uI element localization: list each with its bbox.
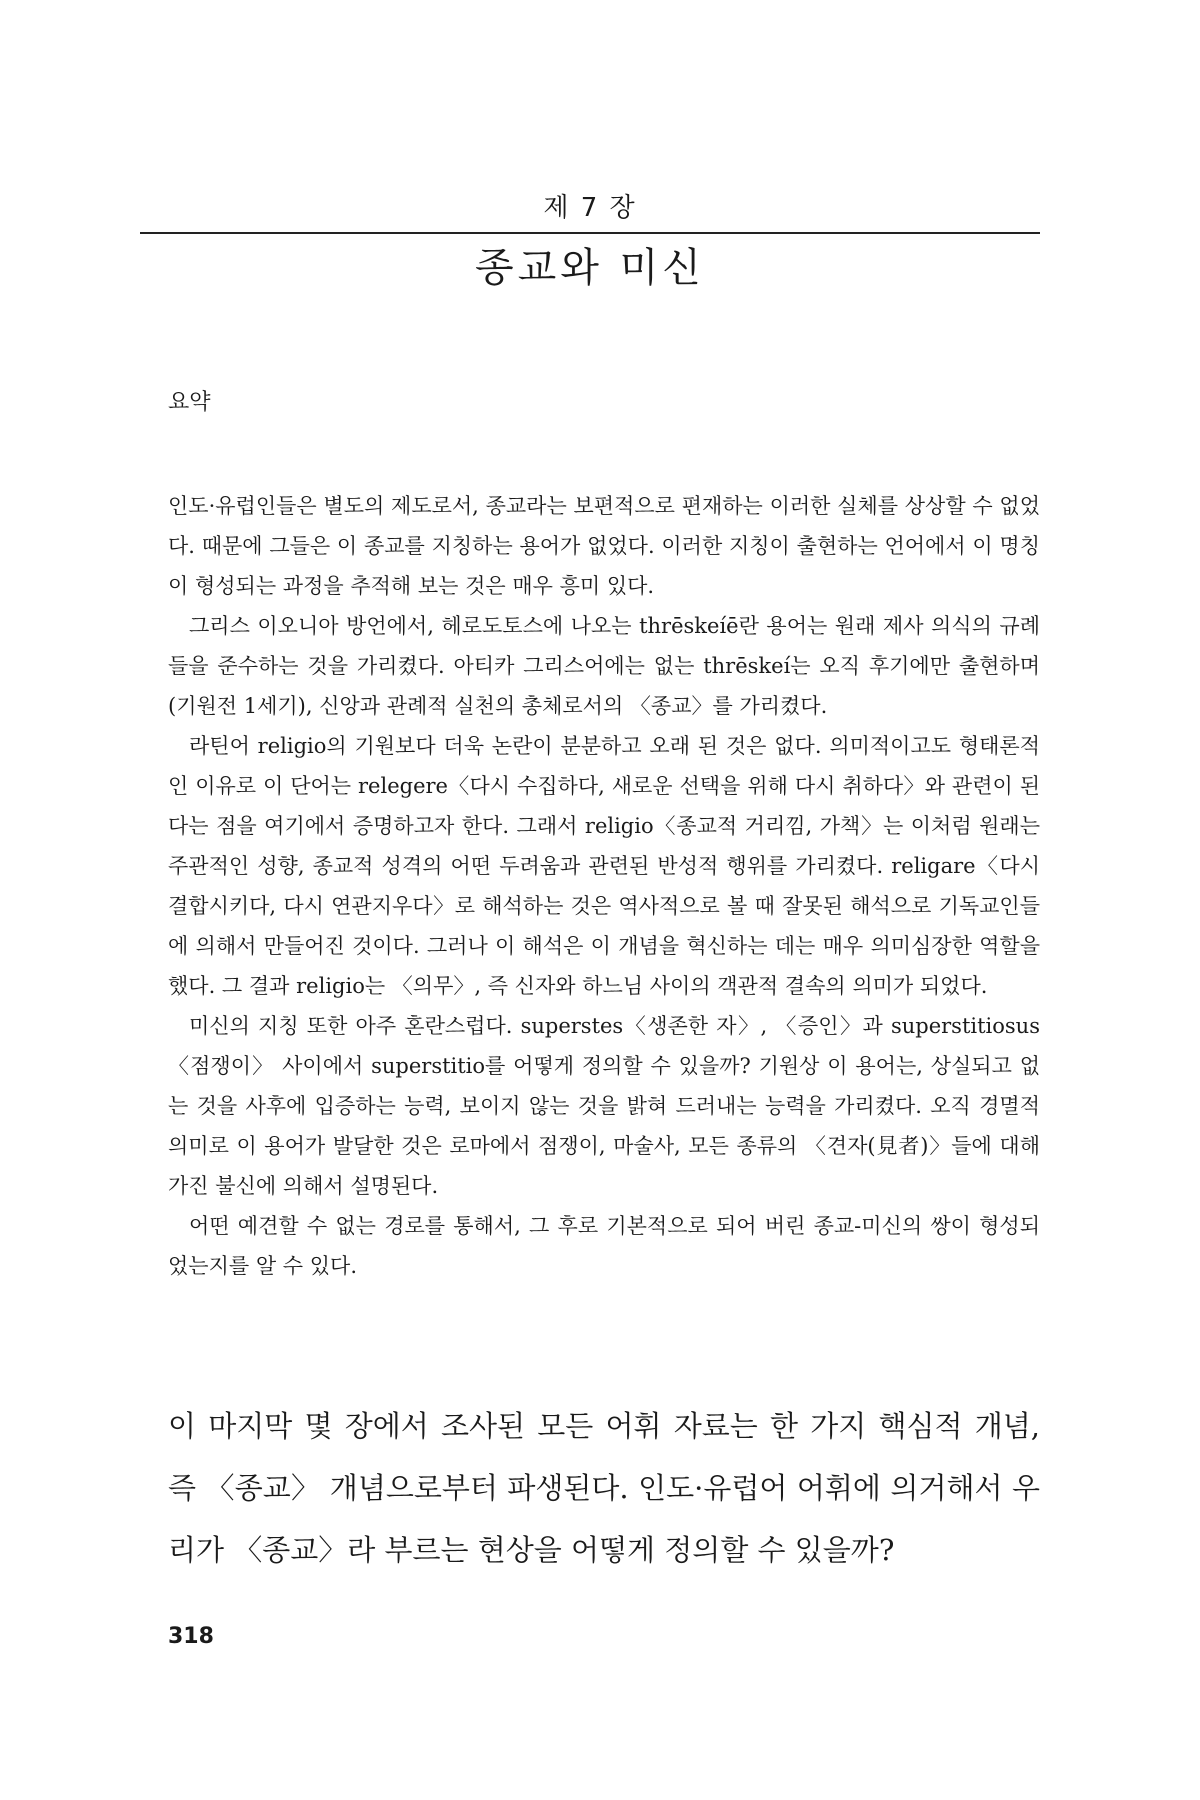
summary-body <box>168 486 1040 1286</box>
summary-paragraph: 미신의 지칭 또한 아주 혼란스럽다. superstes〈생존한 자〉, 〈증인〉과 superstitiosus〈점쟁이〉 사이에서 superstitio를 어떻게 정의할 수 있을까? 기원상 이 용어는, 상실되고 없는 것을 사후에 입증하는 능력, 보이지 않는 것을 밝혀 드러내는 능력을 가리켰다. 오직 경멸적 의미로 이 용어가 발달한 것은 로마에서 점쟁이, 마술사, 모든 종류의 〈견자(見者)〉들에 대해 가진 불신에 의해서 설명된다. <box>168 1014 1040 1198</box>
summary-paragraph: 라틴어 religio의 기원보다 더욱 논란이 분분하고 오래 된 것은 없다. 의미적이고도 형태론적인 이유로 이 단어는 relegere〈다시 수집하다, 새로운 선택을 위해 다시 취하다〉와 관련이 된다는 점을 여기에서 증명하고자 한다. 그래서 religio〈종교적 거리낌, 가책〉는 이처럼 원래는 주관적인 성향, 종교적 성격의 어떤 두려움과 관련된 반성적 행위를 가리켰다. religare〈다시 결합시키다, 다시 연관지우다〉로 해석하는 것은 역사적으로 볼 때 잘못된 해석으로 기독교인들에 의해서 만들어진 것이다. 그러나 이 해석은 이 개념을 혁신하는 데는 매우 의미심장한 역할을 했다. 그 결과 religio는 〈의무〉, 즉 신자와 하느님 사이의 객관적 결속의 의미가 되었다. <box>168 734 1040 998</box>
lead-paragraph: 이 마지막 몇 장에서 조사된 모든 어휘 자료는 한 가지 핵심적 개념, 즉 〈종교〉 개념으로부터 파생된다. 인도·유럽어 어휘에 의거해서 우리가 〈종교〉라 부르는 현상을 어떻게 정의할 수 있을까? <box>168 1409 1040 1567</box>
chapter-divider <box>140 232 1040 234</box>
chapter-lead <box>168 1395 1040 1581</box>
summary-paragraph: 인도·유럽인들은 별도의 제도로서, 종교라는 보편적으로 편재하는 이러한 실체를 상상할 수 없었다. 때문에 그들은 이 종교를 지칭하는 용어가 없었다. 이러한 지칭이 출현하는 언어에서 이 명칭이 형성되는 과정을 추적해 보는 것은 매우 흥미 있다. <box>168 494 1040 598</box>
chapter-title: 종교와 미신 <box>475 245 705 291</box>
chapter-number: 제 7 장 <box>543 193 637 223</box>
summary-heading: 요약 <box>168 390 211 415</box>
summary-paragraph: 그리스 이오니아 방언에서, 헤로도토스에 나오는 thrēskeíē란 용어는 원래 제사 의식의 규례들을 준수하는 것을 가리켰다. 아티카 그리스어에는 없는 thrēskeí는 오직 후기에만 출현하며(기원전 1세기), 신앙과 관례적 실천의 총체로서의 〈종교〉를 가리켰다. <box>168 614 1040 718</box>
chapter-header <box>140 190 1040 296</box>
summary-paragraph: 어떤 예견할 수 없는 경로를 통해서, 그 후로 기본적으로 되어 버린 종교-미신의 쌍이 형성되었는지를 알 수 있다. <box>168 1214 1040 1278</box>
page-number: 318 <box>168 1624 214 1649</box>
